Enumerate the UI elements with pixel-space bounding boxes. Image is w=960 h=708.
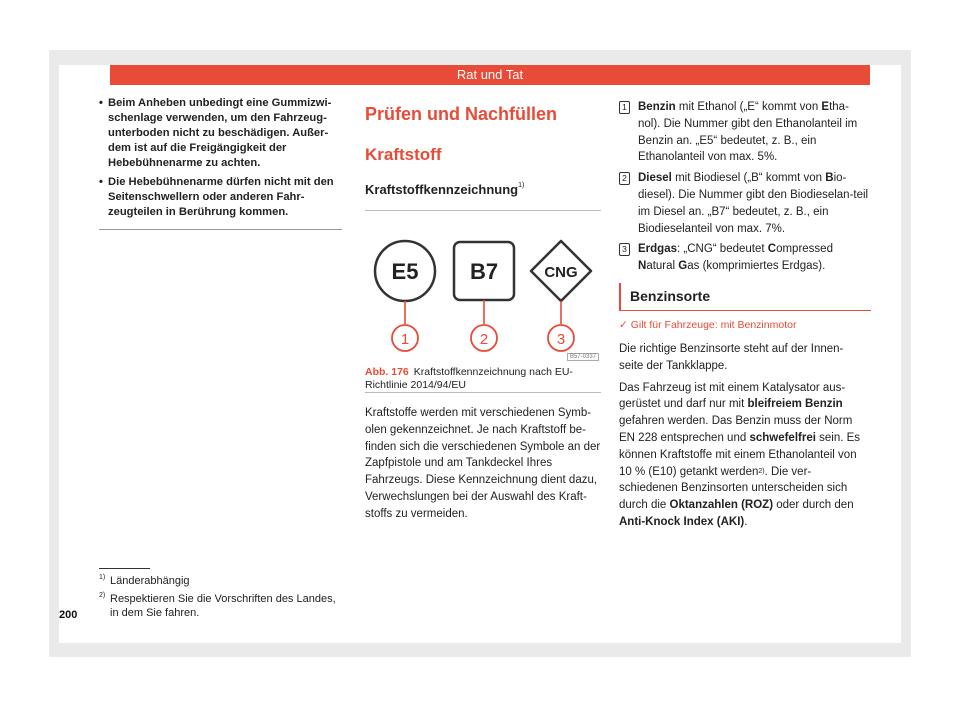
fuel-type-list	[619, 99, 869, 279]
section-header: Rat und Tat	[110, 65, 870, 85]
svg-text:2: 2	[479, 331, 489, 348]
applies-to-note: ✓ Gilt für Fahrzeuge: mit Benzinmotor	[619, 319, 797, 331]
warning-item: • Beim Anheben unbedingt eine Gummizwi-schenlage verwenden, um den Fahrzeug-unterboden nicht zu beschädigen. Außer-dem ist auf die Freigängigkeit der Hebebühnenarme zu achten.	[99, 96, 342, 171]
warning-item: • Die Hebebühnenarme dürfen nicht mit den Seitenschwellern oder anderen Fahr-zeugteilen in Berührung kommen.	[99, 175, 342, 220]
svg-text:B7: B7	[469, 259, 499, 284]
fuel-symbols-illustration	[365, 211, 601, 361]
intro-paragraph: Kraftstoffe werden mit verschiedenen Symb-olen gekennzeichnet. Je nach Kraftstoff be-finden sich die verschiedenen Symbole an der Zapfpistole und am Tankdeckel Ihres Fahrzeugs. Diese Kennzeichnung dient dazu, Verwechslungen bei der Auswahl des Kraft-stoffs zu vermeiden.	[365, 407, 601, 520]
warning-box	[99, 96, 342, 230]
page-number: 200	[59, 609, 78, 621]
paragraph: Die richtige Benzinsorte steht auf der Innen-seite der Tankklappe.	[619, 343, 844, 372]
page-background	[49, 50, 911, 657]
svg-text:E5: E5	[391, 259, 419, 284]
callout-1	[392, 325, 418, 351]
item-number: 2	[619, 172, 630, 185]
figure-label: Abb. 176	[365, 366, 409, 378]
benzinsorte-text	[619, 341, 864, 536]
footnote-divider	[99, 568, 150, 569]
list-item: 2 Diesel mit Biodiesel („B“ kommt von Bio-diesel). Die Nummer gibt den Biodieselan-teil im Diesel an. „B7“ bedeutet, z. B., ein Biodieselanteil von max. 7%.	[619, 170, 869, 237]
list-item: 3 Erdgas: „CNG“ bedeutet Compressed Natural Gas (komprimiertes Erdgas).	[619, 241, 869, 275]
figure-caption: Abb. 176 Kraftstoffkennzeichnung nach EU-Richtlinie 2014/94/EU	[365, 366, 573, 391]
item-number: 1	[619, 101, 630, 114]
item-number: 3	[619, 243, 630, 256]
list-item: 1 Benzin mit Ethanol („E“ kommt von Etha-nol). Die Nummer gibt den Ethanolanteil im Benzin an. „E5“ bedeutet, z. B., ein Ethanolanteil von max. 5%.	[619, 99, 869, 166]
footnote: 2) Respektieren Sie die Vorschriften des Landes, in dem Sie fahren.	[99, 592, 336, 619]
subsection-title: Kraftstoffkennzeichnung$^{1)}$	[365, 182, 525, 197]
paragraph: Das Fahrzeug ist mit einem Katalysator aus-gerüstet und darf nur mit bleifreiem Benzin gefahren werden. Das Benzin muss der Norm EN 228 entsprechen und schwefelfrei sein. Es können Kraftstoffe mit einem Ethanolanteil von 10 % (E10) getankt werden$^{2)}$. Die ver-schiedenen Benzinsorten unterscheiden sich durch die Oktanzahlen (ROZ) oder durch den Anti-Knock Index (AKI).	[619, 381, 861, 528]
svg-text:CNG: CNG	[544, 264, 578, 281]
cng-symbol	[531, 241, 591, 301]
section-title: Kraftstoff	[365, 145, 442, 164]
footnote: 1) Länderabhängig	[99, 574, 190, 587]
figure-code: B57-0337	[567, 353, 599, 361]
manual-page	[59, 65, 901, 643]
callout-2	[471, 325, 497, 351]
chapter-title: Prüfen und Nachfüllen	[365, 104, 558, 124]
svg-text:1: 1	[400, 331, 410, 348]
callout-3	[548, 325, 574, 351]
footnotes	[99, 574, 344, 624]
b7-symbol	[454, 242, 514, 300]
benzinsorte-heading: Benzinsorte	[619, 283, 871, 311]
e5-symbol	[375, 241, 435, 301]
svg-text:3: 3	[556, 331, 566, 348]
